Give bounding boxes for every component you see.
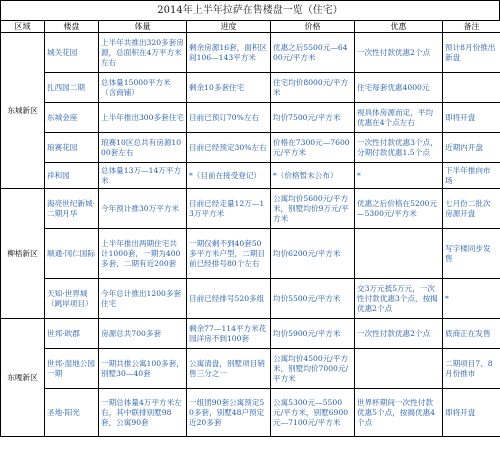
header-row xyxy=(1,21,500,33)
progress-cell: *（目前在接受登记） xyxy=(187,163,271,189)
name-cell: 扎西园二期 xyxy=(45,73,99,103)
name-cell: 世邦·湿地公园一期 xyxy=(45,349,99,389)
table-row xyxy=(1,133,500,163)
header-cell: 价格 xyxy=(271,21,355,33)
note-cell: 即将开盘 xyxy=(443,389,500,437)
table-row xyxy=(1,33,500,73)
table-row xyxy=(1,319,500,349)
volume-cell: 上半年推出300多套住宅 xyxy=(99,103,187,133)
price-cell: *（价格暂未公布） xyxy=(271,163,355,189)
header-cell: 楼盘 xyxy=(45,21,99,33)
offer-cell: 一次性付款优惠2个点 xyxy=(355,33,443,73)
price-cell: 公寓均价4500元/平方米，别墅均价7000元/平方米 xyxy=(271,349,355,389)
progress-cell: 目前已经走量12万—13万平方米 xyxy=(187,189,271,229)
volume-cell: 房源总共700多套 xyxy=(99,319,187,349)
progress-cell: 目前已经排号520多组 xyxy=(187,279,271,319)
offer-cell: 世界杯期间一次性付款优惠5个点，按揭优惠4个点 xyxy=(355,389,443,437)
price-cell: 价格在7300元—7600元/平方米 xyxy=(271,133,355,163)
price-cell: 均价7500元/平方米 xyxy=(271,103,355,133)
offer-cell: 一次性付款优惠2个点 xyxy=(355,319,443,349)
offer-cell: 交3万元抵5万元，一次性付款优惠3个点，按揭优惠2个点 xyxy=(355,279,443,319)
progress-cell: 剩余77—114平方米花园洋房不到100套 xyxy=(187,319,271,349)
header-cell: 区域 xyxy=(1,21,45,33)
header-cell: 进度 xyxy=(187,21,271,33)
volume-cell: 今年总计推出1200多套住宅 xyxy=(99,279,187,319)
table-row xyxy=(1,73,500,103)
name-cell: 世邦·欧郡 xyxy=(45,319,99,349)
volume-cell: 上半年共推出320多套房源，总面积在4万平方米左右 xyxy=(99,33,187,73)
header-cell: 备注 xyxy=(443,21,500,33)
offer-cell xyxy=(355,229,443,279)
name-cell: 海亮世纪新城·二期月华 xyxy=(45,189,99,229)
name-cell: 东城金座 xyxy=(45,103,99,133)
name-cell: 祥和园 xyxy=(45,163,99,189)
name-cell: 天知·世界城（跳岸项目） xyxy=(45,279,99,319)
table-row xyxy=(1,389,500,437)
price-cell: 公寓5300元—5500元/平方米，别墅6900元—7100元/平方米 xyxy=(271,389,355,437)
table-row xyxy=(1,279,500,319)
note-cell: 底商正在发售 xyxy=(443,319,500,349)
progress-cell: 公寓清盘，别墅项目销售三分之一 xyxy=(187,349,271,389)
note-cell: 即将开盘 xyxy=(443,103,500,133)
region-cell: 东嘎新区 xyxy=(1,319,45,437)
volume-cell: 上半年推出两期住宅共计1000套，一期为400多套，二期有近200套 xyxy=(99,229,187,279)
table-row xyxy=(1,349,500,389)
region-cell: 柳梧新区 xyxy=(1,189,45,319)
page-title: 2014年上半年拉萨在售楼盘一览（住宅） xyxy=(0,0,500,20)
volume-cell: 一期共推公寓100多套，别墅30—40套 xyxy=(99,349,187,389)
price-cell: 住宅均价8000元/平方米 xyxy=(271,73,355,103)
progress-cell: 目前已经预定30%左右 xyxy=(187,133,271,163)
table-row xyxy=(1,163,500,189)
progress-cell: 剩余10多套住宅 xyxy=(187,73,271,103)
progress-cell: 目前已预订70%左右 xyxy=(187,103,271,133)
volume-cell: 总体量15000平方米（含商铺） xyxy=(99,73,187,103)
name-cell: 顺通·冈仁国际 xyxy=(45,229,99,279)
region-cell: 东城新区 xyxy=(1,33,45,189)
volume-cell: 琅赛10区总共有房源1000套左右 xyxy=(99,133,187,163)
progress-cell: 一组团90套公寓预定50多套，别墅48户预定近20多套 xyxy=(187,389,271,437)
progress-cell: 一期仅剩不到40套50多平方米户型，二期目前已经排号80个左右 xyxy=(187,229,271,279)
note-cell: 近期内开盘 xyxy=(443,133,500,163)
note-cell: 下半年推向市场 xyxy=(443,163,500,189)
offer-cell: 优惠之后价格在5200元—5300元/平方米 xyxy=(355,189,443,229)
progress-cell: 剩余房源16套，面积区间106—143平方米 xyxy=(187,33,271,73)
price-cell: 优惠之后5500元—6400元/平方米 xyxy=(271,33,355,73)
price-cell: 均价6200元/平方米 xyxy=(271,229,355,279)
note-cell: 二期项目7、8月份推市 xyxy=(443,349,500,389)
volume-cell: 总体量13万—14万平方米 xyxy=(99,163,187,189)
name-cell: 圣地·阳光 xyxy=(45,389,99,437)
price-cell: 均价5900元/平方米 xyxy=(271,319,355,349)
offer-cell: 视具体房源而定，平均优惠在4个点左右 xyxy=(355,103,443,133)
name-cell: 城关花园 xyxy=(45,33,99,73)
offer-cell: 一次性付款优惠3个点，分期付款优惠1.5个点 xyxy=(355,133,443,163)
offer-cell: * xyxy=(355,163,443,189)
header-cell: 体量 xyxy=(99,21,187,33)
name-cell: 琅赛花园 xyxy=(45,133,99,163)
volume-cell: 今年预计推30万平方米 xyxy=(99,189,187,229)
note-cell: 写字楼同步发售 xyxy=(443,229,500,279)
listing-table xyxy=(0,20,500,437)
price-cell: 公寓均价5600元/平方米，别墅均价9万元/平方米 xyxy=(271,189,355,229)
offer-cell xyxy=(355,349,443,389)
offer-cell: 住宅每套优惠4000元 xyxy=(355,73,443,103)
volume-cell: 一期总体量4万平方米左右，其中联排别墅98套，公寓90套 xyxy=(99,389,187,437)
note-cell: 预计8月份推出新盘 xyxy=(443,33,500,73)
note-cell xyxy=(443,73,500,103)
table-row xyxy=(1,229,500,279)
note-cell: 七月份二批次房源开盘 xyxy=(443,189,500,229)
table-row xyxy=(1,103,500,133)
price-cell: 均价5500元/平方米 xyxy=(271,279,355,319)
header-cell: 优惠 xyxy=(355,21,443,33)
note-cell: * xyxy=(443,279,500,319)
table-row xyxy=(1,189,500,229)
